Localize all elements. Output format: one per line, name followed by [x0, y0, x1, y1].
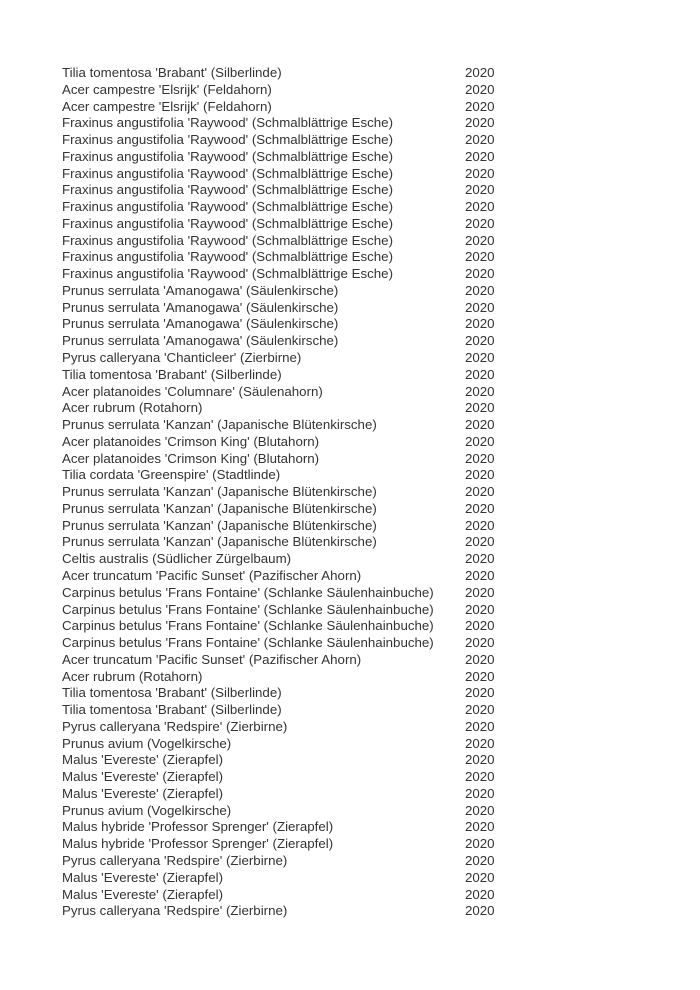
- table-row: [62, 669, 700, 686]
- species-label: Fraxinus angustifolia 'Raywood' (Schmalblättrige Esche): [62, 199, 394, 215]
- species-label: Acer rubrum (Rotahorn): [62, 668, 203, 684]
- species-label: Malus 'Evereste' (Zierapfel): [62, 752, 223, 768]
- table-row: [62, 769, 700, 786]
- table-row: [62, 685, 700, 702]
- planting-year: 2020: [465, 903, 495, 919]
- planting-year: 2020: [465, 651, 495, 667]
- table-row: [62, 635, 700, 652]
- species-label: Fraxinus angustifolia 'Raywood' (Schmalblättrige Esche): [62, 249, 394, 265]
- planting-year: 2020: [465, 635, 495, 651]
- planting-year: 2020: [465, 484, 495, 500]
- table-row: [62, 853, 700, 870]
- planting-year: 2020: [465, 819, 495, 835]
- species-label: Acer platanoides 'Crimson King' (Blutahorn): [62, 450, 320, 466]
- table-row: [62, 384, 700, 401]
- species-label: Pyrus calleryana 'Redspire' (Zierbirne): [62, 718, 288, 734]
- species-label: Tilia tomentosa 'Brabant' (Silberlinde): [62, 366, 282, 382]
- species-label: Prunus serrulata 'Amanogawa' (Säulenkirsche): [62, 333, 339, 349]
- table-row: [62, 434, 700, 451]
- table-row: [62, 417, 700, 434]
- planting-year: 2020: [465, 752, 495, 768]
- species-label: Prunus serrulata 'Kanzan' (Japanische Blütenkirsche): [62, 534, 377, 550]
- table-row: [62, 216, 700, 233]
- species-label: Prunus serrulata 'Kanzan' (Japanische Blütenkirsche): [62, 517, 377, 533]
- species-label: Fraxinus angustifolia 'Raywood' (Schmalblättrige Esche): [62, 148, 394, 164]
- table-row: [62, 819, 700, 836]
- planting-year: 2020: [465, 299, 495, 315]
- planting-year: 2020: [465, 400, 495, 416]
- planting-year: 2020: [465, 132, 495, 148]
- species-label: Acer platanoides 'Crimson King' (Blutahorn): [62, 433, 320, 449]
- species-label: Acer rubrum (Rotahorn): [62, 400, 203, 416]
- species-label: Prunus serrulata 'Kanzan' (Japanische Blütenkirsche): [62, 500, 377, 516]
- species-label: Fraxinus angustifolia 'Raywood' (Schmalblättrige Esche): [62, 165, 394, 181]
- table-row: [62, 182, 700, 199]
- table-row: [62, 870, 700, 887]
- planting-year: 2020: [465, 266, 495, 282]
- table-row: [62, 568, 700, 585]
- species-label: Malus 'Evereste' (Zierapfel): [62, 869, 223, 885]
- planting-year: 2020: [465, 500, 495, 516]
- planting-year: 2020: [465, 836, 495, 852]
- table-row: [62, 367, 700, 384]
- species-label: Fraxinus angustifolia 'Raywood' (Schmalblättrige Esche): [62, 132, 394, 148]
- species-label: Prunus serrulata 'Kanzan' (Japanische Blütenkirsche): [62, 484, 377, 500]
- species-label: Fraxinus angustifolia 'Raywood' (Schmalblättrige Esche): [62, 115, 394, 131]
- table-row: [62, 266, 700, 283]
- table-row: [62, 534, 700, 551]
- species-label: Prunus serrulata 'Amanogawa' (Säulenkirsche): [62, 316, 339, 332]
- species-label: Prunus serrulata 'Amanogawa' (Säulenkirsche): [62, 299, 339, 315]
- table-row: [62, 400, 700, 417]
- table-row: [62, 316, 700, 333]
- table-row: [62, 166, 700, 183]
- planting-year: 2020: [465, 802, 495, 818]
- planting-year: 2020: [465, 249, 495, 265]
- table-row: [62, 199, 700, 216]
- species-label: Malus 'Evereste' (Zierapfel): [62, 769, 223, 785]
- species-label: Prunus avium (Vogelkirsche): [62, 735, 232, 751]
- species-label: Pyrus calleryana 'Redspire' (Zierbirne): [62, 903, 288, 919]
- table-row: [62, 249, 700, 266]
- table-row: [62, 702, 700, 719]
- table-row: [62, 752, 700, 769]
- table-row: [62, 836, 700, 853]
- species-label: Acer platanoides 'Columnare' (Säulenahorn): [62, 383, 323, 399]
- species-label: Carpinus betulus 'Frans Fontaine' (Schlanke Säulenhainbuche): [62, 601, 434, 617]
- planting-year: 2020: [465, 534, 495, 550]
- species-label: Fraxinus angustifolia 'Raywood' (Schmalblättrige Esche): [62, 232, 394, 248]
- table-row: [62, 82, 700, 99]
- species-label: Fraxinus angustifolia 'Raywood' (Schmalblättrige Esche): [62, 266, 394, 282]
- planting-year: 2020: [465, 333, 495, 349]
- table-row: [62, 652, 700, 669]
- table-row: [62, 467, 700, 484]
- planting-year: 2020: [465, 886, 495, 902]
- planting-year: 2020: [465, 467, 495, 483]
- planting-year: 2020: [465, 199, 495, 215]
- table-row: [62, 618, 700, 635]
- table-row: [62, 803, 700, 820]
- table-row: [62, 501, 700, 518]
- planting-year: 2020: [465, 115, 495, 131]
- table-row: [62, 65, 700, 82]
- species-label: Malus 'Evereste' (Zierapfel): [62, 785, 223, 801]
- planting-year: 2020: [465, 215, 495, 231]
- species-label: Pyrus calleryana 'Redspire' (Zierbirne): [62, 852, 288, 868]
- planting-year: 2020: [465, 98, 495, 114]
- planting-year: 2020: [465, 433, 495, 449]
- planting-year: 2020: [465, 517, 495, 533]
- species-label: Prunus serrulata 'Amanogawa' (Säulenkirsche): [62, 282, 339, 298]
- species-label: Pyrus calleryana 'Chanticleer' (Zierbirne): [62, 350, 302, 366]
- planting-year: 2020: [465, 81, 495, 97]
- planting-year: 2020: [465, 785, 495, 801]
- table-row: [62, 887, 700, 904]
- table-row: [62, 602, 700, 619]
- table-row: [62, 283, 700, 300]
- species-label: Malus 'Evereste' (Zierapfel): [62, 886, 223, 902]
- species-label: Fraxinus angustifolia 'Raywood' (Schmalblättrige Esche): [62, 215, 394, 231]
- species-label: Acer campestre 'Elsrijk' (Feldahorn): [62, 81, 272, 97]
- table-row: [62, 484, 700, 501]
- species-label: Fraxinus angustifolia 'Raywood' (Schmalblättrige Esche): [62, 182, 394, 198]
- species-label: Malus hybride 'Professor Sprenger' (Zierapfel): [62, 836, 334, 852]
- species-label: Prunus avium (Vogelkirsche): [62, 802, 232, 818]
- species-label: Tilia tomentosa 'Brabant' (Silberlinde): [62, 685, 282, 701]
- table-row: [62, 451, 700, 468]
- planting-year: 2020: [465, 567, 495, 583]
- planting-year: 2020: [465, 366, 495, 382]
- species-label: Carpinus betulus 'Frans Fontaine' (Schlanke Säulenhainbuche): [62, 635, 434, 651]
- table-row: [62, 518, 700, 535]
- planting-year: 2020: [465, 232, 495, 248]
- species-label: Celtis australis (Südlicher Zürgelbaum): [62, 551, 292, 567]
- planting-year: 2020: [465, 584, 495, 600]
- planting-year: 2020: [465, 618, 495, 634]
- table-row: [62, 585, 700, 602]
- species-label: Acer truncatum 'Pacific Sunset' (Pazifischer Ahorn): [62, 651, 362, 667]
- planting-year: 2020: [465, 668, 495, 684]
- planting-year: 2020: [465, 450, 495, 466]
- planting-year: 2020: [465, 383, 495, 399]
- planting-year: 2020: [465, 417, 495, 433]
- planting-year: 2020: [465, 702, 495, 718]
- planting-year: 2020: [465, 852, 495, 868]
- tree-table: [62, 65, 700, 920]
- table-row: [62, 300, 700, 317]
- table-row: [62, 333, 700, 350]
- planting-year: 2020: [465, 869, 495, 885]
- table-row: [62, 233, 700, 250]
- planting-year: 2020: [465, 182, 495, 198]
- planting-year: 2020: [465, 350, 495, 366]
- table-row: [62, 115, 700, 132]
- species-label: Tilia tomentosa 'Brabant' (Silberlinde): [62, 65, 282, 80]
- planting-year: 2020: [465, 282, 495, 298]
- species-label: Malus hybride 'Professor Sprenger' (Zierapfel): [62, 819, 334, 835]
- planting-year: 2020: [465, 316, 495, 332]
- planting-year: 2020: [465, 65, 495, 80]
- planting-year: 2020: [465, 735, 495, 751]
- species-label: Tilia tomentosa 'Brabant' (Silberlinde): [62, 702, 282, 718]
- species-label: Acer campestre 'Elsrijk' (Feldahorn): [62, 98, 272, 114]
- species-label: Acer truncatum 'Pacific Sunset' (Pazifischer Ahorn): [62, 567, 362, 583]
- planting-year: 2020: [465, 551, 495, 567]
- planting-year: 2020: [465, 769, 495, 785]
- planting-year: 2020: [465, 165, 495, 181]
- planting-year: 2020: [465, 601, 495, 617]
- planting-year: 2020: [465, 718, 495, 734]
- table-row: [62, 350, 700, 367]
- table-row: [62, 736, 700, 753]
- planting-year: 2020: [465, 685, 495, 701]
- table-row: [62, 99, 700, 116]
- species-label: Prunus serrulata 'Kanzan' (Japanische Blütenkirsche): [62, 417, 377, 433]
- table-row: [62, 719, 700, 736]
- planting-year: 2020: [465, 148, 495, 164]
- table-row: [62, 149, 700, 166]
- table-row: [62, 786, 700, 803]
- species-label: Carpinus betulus 'Frans Fontaine' (Schlanke Säulenhainbuche): [62, 618, 434, 634]
- species-label: Tilia cordata 'Greenspire' (Stadtlinde): [62, 467, 281, 483]
- table-row: [62, 132, 700, 149]
- table-row: [62, 903, 700, 920]
- species-label: Carpinus betulus 'Frans Fontaine' (Schlanke Säulenhainbuche): [62, 584, 434, 600]
- table-row: [62, 551, 700, 568]
